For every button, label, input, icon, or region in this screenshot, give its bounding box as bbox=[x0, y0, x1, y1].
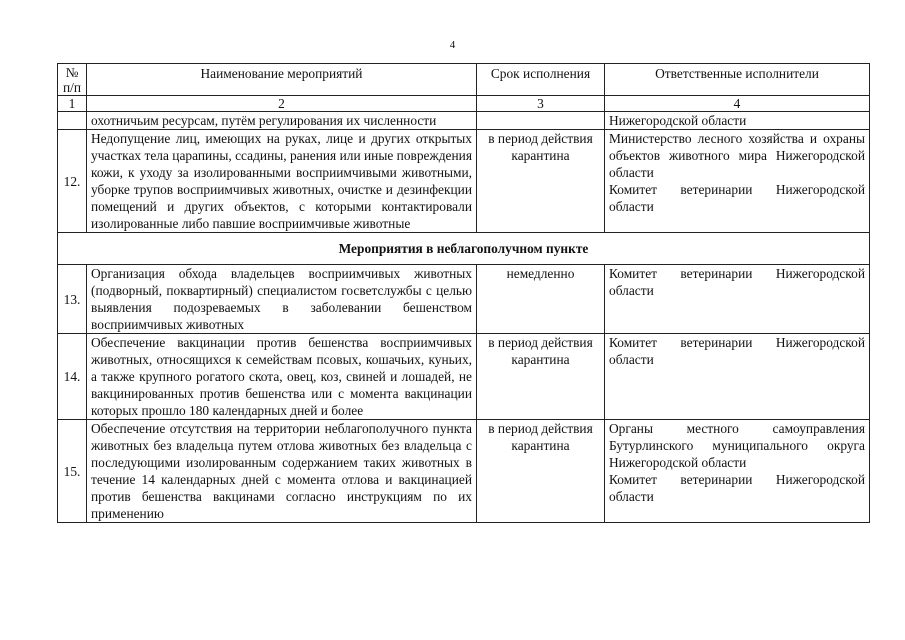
index-cell: 1 bbox=[58, 96, 87, 112]
page-number: 4 bbox=[449, 39, 456, 51]
row-number: 15. bbox=[58, 420, 87, 523]
header-resp: Ответственные исполнители bbox=[605, 64, 870, 96]
section-title: Мероприятия в неблагополучном пункте bbox=[58, 233, 870, 265]
section-row bbox=[58, 233, 870, 265]
header-term: Срок исполнения bbox=[477, 64, 605, 96]
responsible-line: Министерство лесного хозяйства и охраны объектов животного мира Нижегородской области bbox=[609, 131, 865, 180]
measure-name: Организация обхода владельцев восприимчивых животных (подворный, поквартирный) специалистом госветслужбы с целью выявления подозреваемых в заболевании бешенством восприимчивых животных bbox=[87, 265, 477, 334]
header-num: № п/п bbox=[58, 64, 87, 96]
responsible-line: Нижегородской области bbox=[609, 113, 747, 128]
measure-responsible bbox=[605, 265, 870, 334]
table-row bbox=[58, 112, 870, 130]
responsible-line: Комитет ветеринарии Нижегородской области bbox=[609, 266, 865, 298]
measure-term: немедленно bbox=[477, 265, 605, 334]
measure-responsible bbox=[605, 420, 870, 523]
measure-name: Недопущение лиц, имеющих на руках, лице и других открытых участках тела царапины, ссадины, ранения или иные повреждения кожи, к уходу за изолированными восприимчивыми животными, уборке трупов восприимчивых животных, очистке и дезинфекции помещений и других объектов, с которыми контактировали изолированные либо павшие восприимчивые животные bbox=[87, 130, 477, 233]
measure-term bbox=[477, 112, 605, 130]
responsible-line: Органы местного самоуправления Бутурлинского муниципального округа Нижегородской области bbox=[609, 421, 865, 470]
row-number: 13. bbox=[58, 265, 87, 334]
responsible-line: Комитет ветеринарии Нижегородской области bbox=[609, 472, 865, 504]
measure-name: Обеспечение отсутствия на территории неблагополучного пункта животных без владельца путем отлова животных без владельца с последующими изолированным содержанием таких животных в течение 14 календарных дней с момента отлова и вакцинацией против бешенства вакцинами согласно инструкциям по их применению bbox=[87, 420, 477, 523]
measure-name: охотничьим ресурсам, путём регулирования их численности bbox=[87, 112, 477, 130]
measure-responsible bbox=[605, 334, 870, 420]
responsible-line: Комитет ветеринарии Нижегородской области bbox=[609, 335, 865, 367]
measure-term: в период действия карантина bbox=[477, 420, 605, 523]
measure-term: в период действия карантина bbox=[477, 334, 605, 420]
row-number: 12. bbox=[58, 130, 87, 233]
measures-table bbox=[57, 63, 870, 523]
index-cell: 4 bbox=[605, 96, 870, 112]
header-name: Наименование мероприятий bbox=[87, 64, 477, 96]
table-row bbox=[58, 130, 870, 233]
responsible-line: Комитет ветеринарии Нижегородской области bbox=[609, 182, 865, 214]
measure-name: Обеспечение вакцинации против бешенства восприимчивых животных, относящихся к семействам псовых, кошачьих, куньих, а также крупного рогатого скота, овец, коз, свиней и лошадей, не вакцинированных против бешенства или с момента вакцинации которых прошло 180 календарных дней и более bbox=[87, 334, 477, 420]
index-row bbox=[58, 96, 870, 112]
measure-responsible bbox=[605, 130, 870, 233]
measure-term: в период действия карантина bbox=[477, 130, 605, 233]
measure-responsible bbox=[605, 112, 870, 130]
table-row bbox=[58, 334, 870, 420]
table-row bbox=[58, 420, 870, 523]
index-cell: 2 bbox=[87, 96, 477, 112]
row-number bbox=[58, 112, 87, 130]
table-row bbox=[58, 265, 870, 334]
row-number: 14. bbox=[58, 334, 87, 420]
index-cell: 3 bbox=[477, 96, 605, 112]
header-row bbox=[58, 64, 870, 96]
